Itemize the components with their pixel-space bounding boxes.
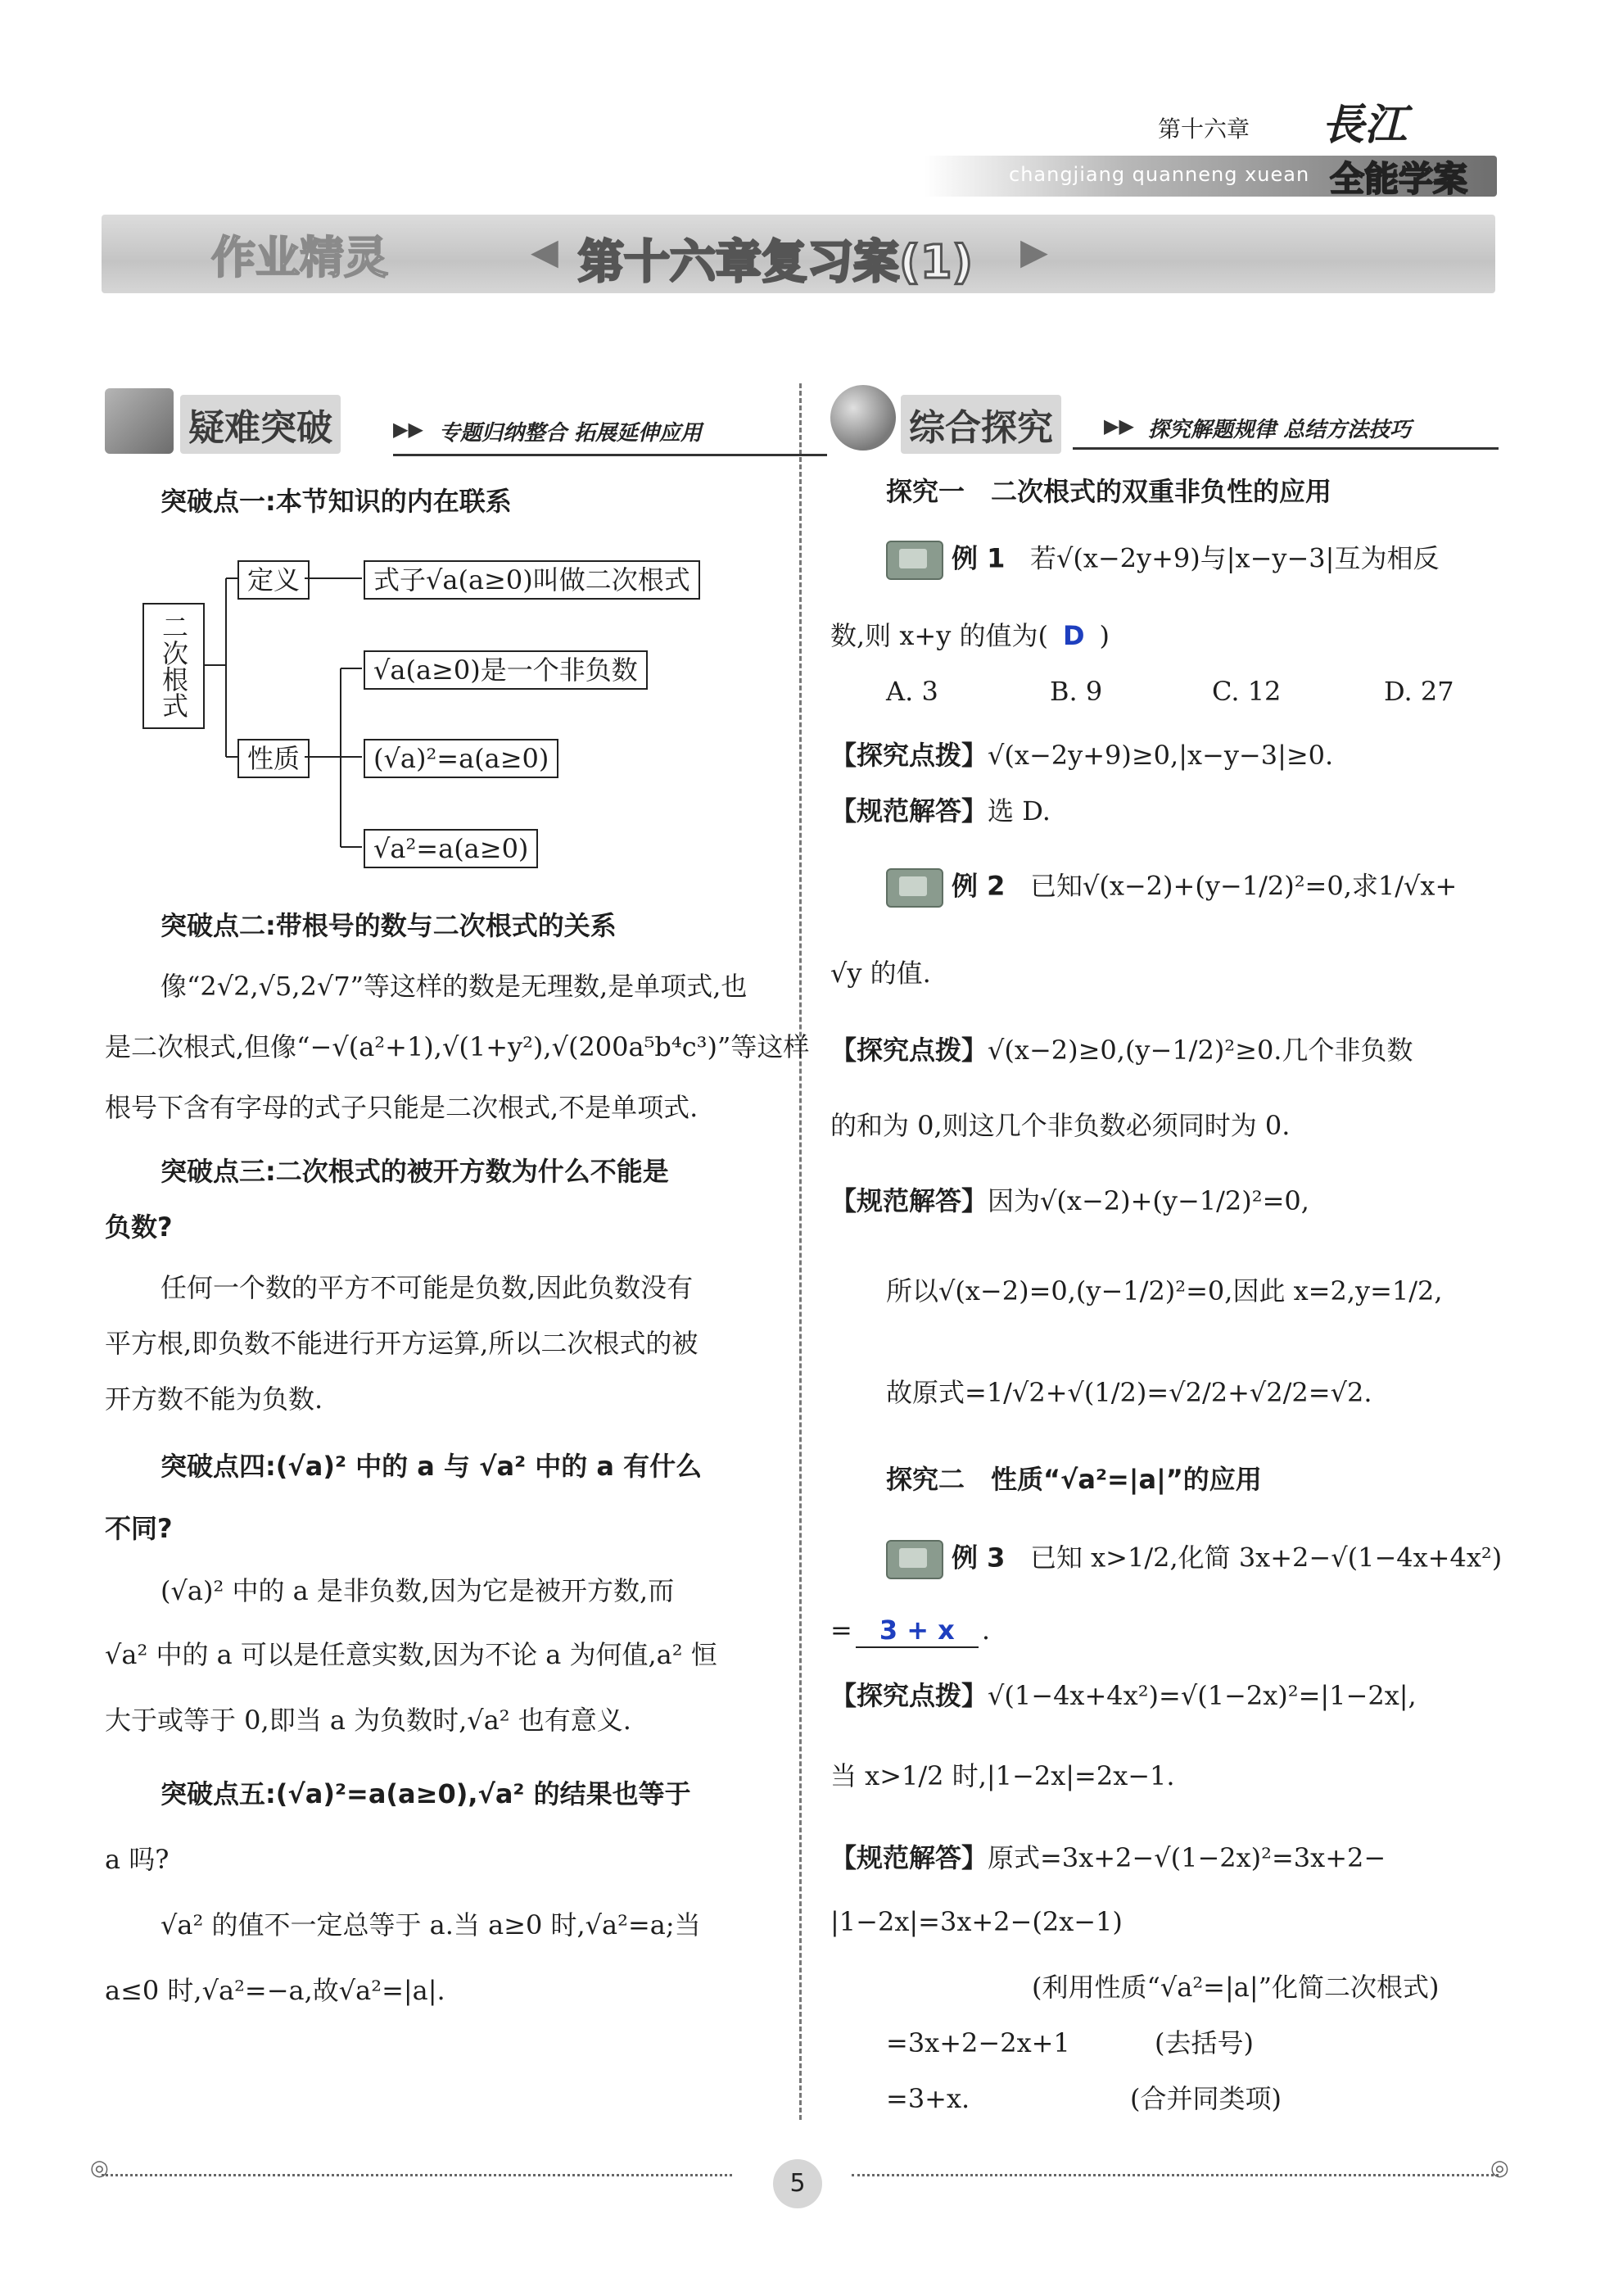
example1-icon bbox=[886, 541, 943, 580]
example3-note2: (去括号) bbox=[1155, 2027, 1254, 2058]
diagram-def-text: 式子√a(a≥0)叫做二次根式 bbox=[364, 560, 700, 600]
example3-solve-text1: 原式=3x+2−√(1−2x)²=3x+2− bbox=[988, 1842, 1386, 1873]
point2-heading: 突破点二:带根号的数与二次根式的关系 bbox=[160, 910, 617, 941]
footer-ornament-right-icon: ◎ bbox=[1490, 2156, 1509, 2181]
point3-heading-a: 突破点三:二次根式的被开方数为什么不能是 bbox=[160, 1156, 669, 1187]
right-section-header bbox=[827, 382, 1507, 460]
example3-answer: 3 + x bbox=[856, 1614, 979, 1648]
left-section-tagline: 专题归纳整合 拓展延伸应用 bbox=[439, 421, 703, 446]
example1-line2 bbox=[830, 619, 1110, 652]
example3-tip1 bbox=[830, 1679, 1417, 1712]
chapter-label: 第十六章 bbox=[1158, 115, 1250, 143]
option-a: A. 3 bbox=[886, 676, 938, 707]
point3-heading-b: 负数? bbox=[105, 1211, 173, 1243]
example2-label: 例 2 bbox=[952, 870, 1006, 902]
example3-step2: =3x+2−2x+1 bbox=[886, 2027, 1070, 2058]
example3-step3: =3+x. bbox=[886, 2083, 970, 2114]
solve-label-3: 【规范解答】 bbox=[830, 1842, 988, 1873]
brand-logo bbox=[1305, 82, 1494, 197]
point5-heading-b: a 吗? bbox=[105, 1844, 170, 1875]
point4-heading-b: 不同? bbox=[105, 1513, 173, 1544]
example3-period: . bbox=[981, 1614, 990, 1646]
page-number: 5 bbox=[773, 2159, 822, 2208]
example2-solve2: 所以√(x−2)=0,(y−1/2)²=0,因此 x=2,y=1/2, bbox=[886, 1275, 1443, 1307]
diagram-prop2: (√a)²=a(a≥0) bbox=[364, 739, 558, 778]
knowledge-diagram bbox=[136, 550, 750, 878]
point4-heading-a: 突破点四:(√a)² 中的 a 与 √a² 中的 a 有什么 bbox=[160, 1451, 703, 1482]
diagram-root-box: 二次根式 bbox=[142, 603, 205, 729]
tip-label-3: 【探究点拨】 bbox=[830, 1680, 988, 1711]
example2-line2: √y 的值. bbox=[830, 958, 931, 989]
diagram-prop1: √a(a≥0)是一个非负数 bbox=[364, 650, 648, 690]
tip-label: 【探究点拨】 bbox=[830, 740, 988, 771]
tip-label-2: 【探究点拨】 bbox=[830, 1035, 988, 1066]
point2-line2: 是二次根式,但像“−√(a²+1),√(1+y²),√(200a⁵b⁴c³)”等这样 bbox=[105, 1031, 810, 1062]
example3-icon bbox=[886, 1540, 943, 1579]
explore2-heading: 探究二 性质“√a²=|a|”的应用 bbox=[886, 1464, 1262, 1495]
left-section-heading: 疑难突破 bbox=[180, 395, 341, 454]
right-section-tagline: 探究解题规律 总结方法技巧 bbox=[1148, 418, 1412, 442]
point4-line2: √a² 中的 a 可以是任意实数,因为不论 a 为何值,a² 恒 bbox=[105, 1639, 717, 1670]
example1-solve bbox=[830, 795, 1051, 827]
footer-rule-right bbox=[852, 2174, 1499, 2176]
book-icon bbox=[105, 388, 174, 454]
diagram-branch-prop: 性质 bbox=[237, 739, 310, 778]
column-divider bbox=[799, 383, 802, 2120]
banner-arrow-right-icon: ▶ bbox=[1020, 231, 1048, 273]
example1-line1 bbox=[886, 541, 1439, 580]
example3-tip-text1: √(1−4x+4x²)=√(1−2x)²=|1−2x|, bbox=[988, 1680, 1417, 1711]
example1-solve-text: 选 D. bbox=[988, 795, 1051, 826]
point4-line3: 大于或等于 0,即当 a 为负数时,√a² 也有意义. bbox=[105, 1705, 631, 1736]
brand-name-top: 長江 bbox=[1322, 100, 1408, 150]
brand-name-bottom: 全能学案 bbox=[1330, 159, 1468, 199]
option-c: C. 12 bbox=[1212, 676, 1282, 707]
example3-eq: = bbox=[830, 1614, 852, 1646]
banner-arrow-left-icon: ◀ bbox=[531, 231, 558, 273]
example2-solve-text1: 因为√(x−2)+(y−1/2)²=0, bbox=[988, 1185, 1309, 1216]
point3-line3: 开方数不能为负数. bbox=[105, 1383, 323, 1415]
example2-line1 bbox=[886, 868, 1457, 908]
solve-label: 【规范解答】 bbox=[830, 795, 988, 826]
example2-icon bbox=[886, 868, 943, 908]
example2-tip2: 的和为 0,则这几个非负数必须同时为 0. bbox=[830, 1110, 1291, 1141]
globe-icon bbox=[830, 385, 896, 451]
diagram-branch-def: 定义 bbox=[237, 560, 310, 600]
footer-ornament-left-icon: ◎ bbox=[90, 2156, 109, 2181]
point2-line3: 根号下含有字母的式子只能是二次根式,不是单项式. bbox=[105, 1092, 699, 1123]
point3-line1: 任何一个数的平方不可能是负数,因此负数没有 bbox=[160, 1272, 694, 1303]
example3-solve1 bbox=[830, 1841, 1386, 1874]
example3-answer-line bbox=[830, 1614, 990, 1648]
example2-tip1 bbox=[830, 1034, 1413, 1066]
example1-label: 例 1 bbox=[952, 542, 1006, 574]
point3-line2: 平方根,即负数不能进行开方运算,所以二次根式的被 bbox=[105, 1328, 699, 1359]
right-section-heading: 综合探究 bbox=[901, 395, 1061, 454]
example3-note3: (合并同类项) bbox=[1130, 2083, 1282, 2114]
right-tag-arrows-icon: ▶▶ bbox=[1104, 414, 1134, 437]
left-tag-arrows-icon: ▶▶ bbox=[393, 418, 423, 441]
footer-rule-left bbox=[102, 2174, 732, 2176]
example1-tip-text: √(x−2y+9)≥0,|x−y−3|≥0. bbox=[988, 740, 1334, 771]
banner-left-label: 作业精灵 bbox=[211, 232, 388, 283]
banner-title: 第十六章复习案(1) bbox=[578, 236, 974, 289]
example1-text1: 若√(x−2y+9)与|x−y−3|互为相反 bbox=[1029, 542, 1440, 574]
option-d: D. 27 bbox=[1384, 676, 1454, 707]
explore1-heading: 探究一 二次根式的双重非负性的应用 bbox=[886, 476, 1332, 507]
example3-solve2: |1−2x|=3x+2−(2x−1) bbox=[830, 1906, 1123, 1937]
example3-tip2: 当 x>1/2 时,|1−2x|=2x−1. bbox=[830, 1760, 1175, 1791]
point4-line1: (√a)² 中的 a 是非负数,因为它是被开方数,而 bbox=[160, 1575, 675, 1606]
example1-text2: 数,则 x+y 的值为( bbox=[830, 620, 1048, 651]
example2-text1: 已知√(x−2)+(y−1/2)²=0,求1/√x+ bbox=[1029, 870, 1458, 902]
point2-line1: 像“2√2,√5,2√7”等这样的数是无理数,是单项式,也 bbox=[160, 971, 748, 1002]
example2-tip-text1: √(x−2)≥0,(y−1/2)²≥0.几个非负数 bbox=[988, 1035, 1413, 1066]
point5-line1: √a² 的值不一定总等于 a.当 a≥0 时,√a²=a;当 bbox=[160, 1909, 701, 1941]
example3-line1 bbox=[886, 1540, 1502, 1579]
point1-heading: 突破点一:本节知识的内在联系 bbox=[160, 486, 512, 517]
example2-solve1 bbox=[830, 1184, 1309, 1217]
example3-note1: (利用性质“√a²=|a|”化简二次根式) bbox=[1032, 1972, 1440, 2003]
example1-tip bbox=[830, 739, 1333, 772]
option-b: B. 9 bbox=[1050, 676, 1103, 707]
example3-text1: 已知 x>1/2,化简 3x+2−√(1−4x+4x²) bbox=[1029, 1542, 1503, 1574]
example1-answer: D bbox=[1062, 620, 1085, 651]
example1-text3: ) bbox=[1099, 620, 1110, 651]
example3-label: 例 3 bbox=[952, 1542, 1006, 1574]
example2-solve3: 故原式=1/√2+√(1/2)=√2/2+√2/2=√2. bbox=[886, 1377, 1372, 1408]
point5-heading-a: 突破点五:(√a)²=a(a≥0),√a² 的结果也等于 bbox=[160, 1778, 691, 1809]
brand-pinyin: changjiang quanneng xuean bbox=[1009, 163, 1310, 186]
diagram-prop3: √a²=a(a≥0) bbox=[364, 829, 538, 868]
left-section-header bbox=[102, 385, 729, 464]
solve-label-2: 【规范解答】 bbox=[830, 1185, 988, 1216]
point5-line2: a≤0 时,√a²=−a,故√a²=|a|. bbox=[105, 1975, 445, 2006]
